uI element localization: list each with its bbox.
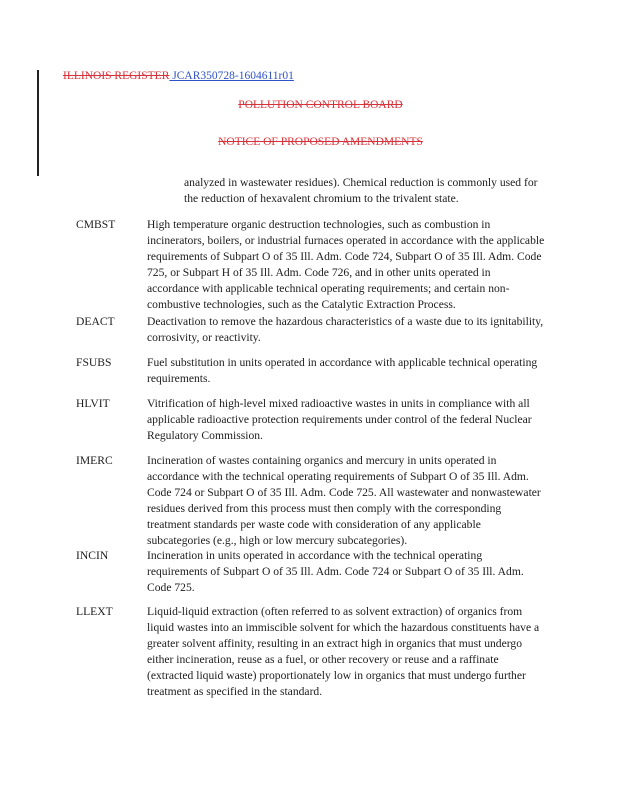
technology-code-deact: DEACT: [76, 315, 115, 328]
technology-description-llext: Liquid-liquid extraction (often referred to as solvent extraction) of organics from liquid wastes into an immiscible solvent for which the hazardous constituents have a greater solvent affinity, resulting in an extract high in organics that must undergo either incineration, reuse as a fuel, or other recovery or reuse and a raffinate (extracted liquid waste) proportionately low in organics that must undergo further treatment as specified in the standard.: [147, 605, 540, 698]
technology-code-llext: LLEXT: [76, 605, 113, 618]
board-name-struck: POLLUTION CONTROL BOARD: [238, 99, 403, 111]
change-bar: [37, 70, 39, 176]
notice-title-struck: NOTICE OF PROPOSED AMENDMENTS: [218, 136, 423, 148]
technology-description-hlvit: Vitrification of high-level mixed radioactive wastes in units in compliance with all applicable radioactive protection requirements under control of the federal Nuclear Regulatory Commission.: [147, 397, 532, 442]
technology-description-fsubs: Fuel substitution in units operated in accordance with applicable technical operating requirements.: [147, 356, 538, 385]
technology-code-fsubs: FSUBS: [76, 356, 112, 369]
notice-header: [0, 136, 621, 148]
technology-description-imerc: Incineration of wastes containing organics and mercury in units operated in accordance with the technical operating requirements of Subpart O of 35 Ill. Adm. Code 724 or Subpart O of 35 Ill. Adm. Code 725. All wastewater and nonwastewater residues derived from this process must then comply with the corresponding treatment standards per waste code with consideration of any applicable subcategories (e.g., high or low mercury subcategories).: [147, 454, 541, 547]
register-header: [63, 70, 294, 82]
board-header: [0, 99, 621, 111]
technology-description-deact: Deactivation to remove the hazardous characteristics of a waste due to its ignitability, corrosivity, or reactivity.: [147, 315, 544, 344]
continuation-paragraph: analyzed in wastewater residues). Chemical reduction is commonly used for the reduction of hexavalent chromium to the trivalent state.: [184, 176, 538, 205]
technology-description-incin: Incineration in units operated in accordance with the technical operating requirements of Subpart O of 35 Ill. Adm. Code 724 or Subpart O of 35 Ill. Adm. Code 725.: [147, 549, 524, 594]
register-title-struck: ILLINOIS REGISTER: [63, 70, 170, 82]
technology-code-hlvit: HLVIT: [76, 397, 110, 410]
technology-code-cmbst: CMBST: [76, 218, 116, 231]
technology-code-imerc: IMERC: [76, 454, 113, 467]
technology-code-incin: INCIN: [76, 549, 109, 562]
jcar-code-link[interactable]: JCAR350728-1604611r01: [169, 70, 294, 82]
technology-description-cmbst: High temperature organic destruction technologies, such as combustion in incinerators, boilers, or industrial furnaces operated in accordance with the applicable requirements of Subpart O of 35 Ill. Adm. Code 724, Subpart O of 35 Ill. Adm. Code 725, or Subpart H of 35 Ill. Adm. Code 726, and in other units operated in accordance with applicable technical operating requirements; and certain non-combustive technologies, such as the Catalytic Extraction Process.: [147, 218, 545, 311]
